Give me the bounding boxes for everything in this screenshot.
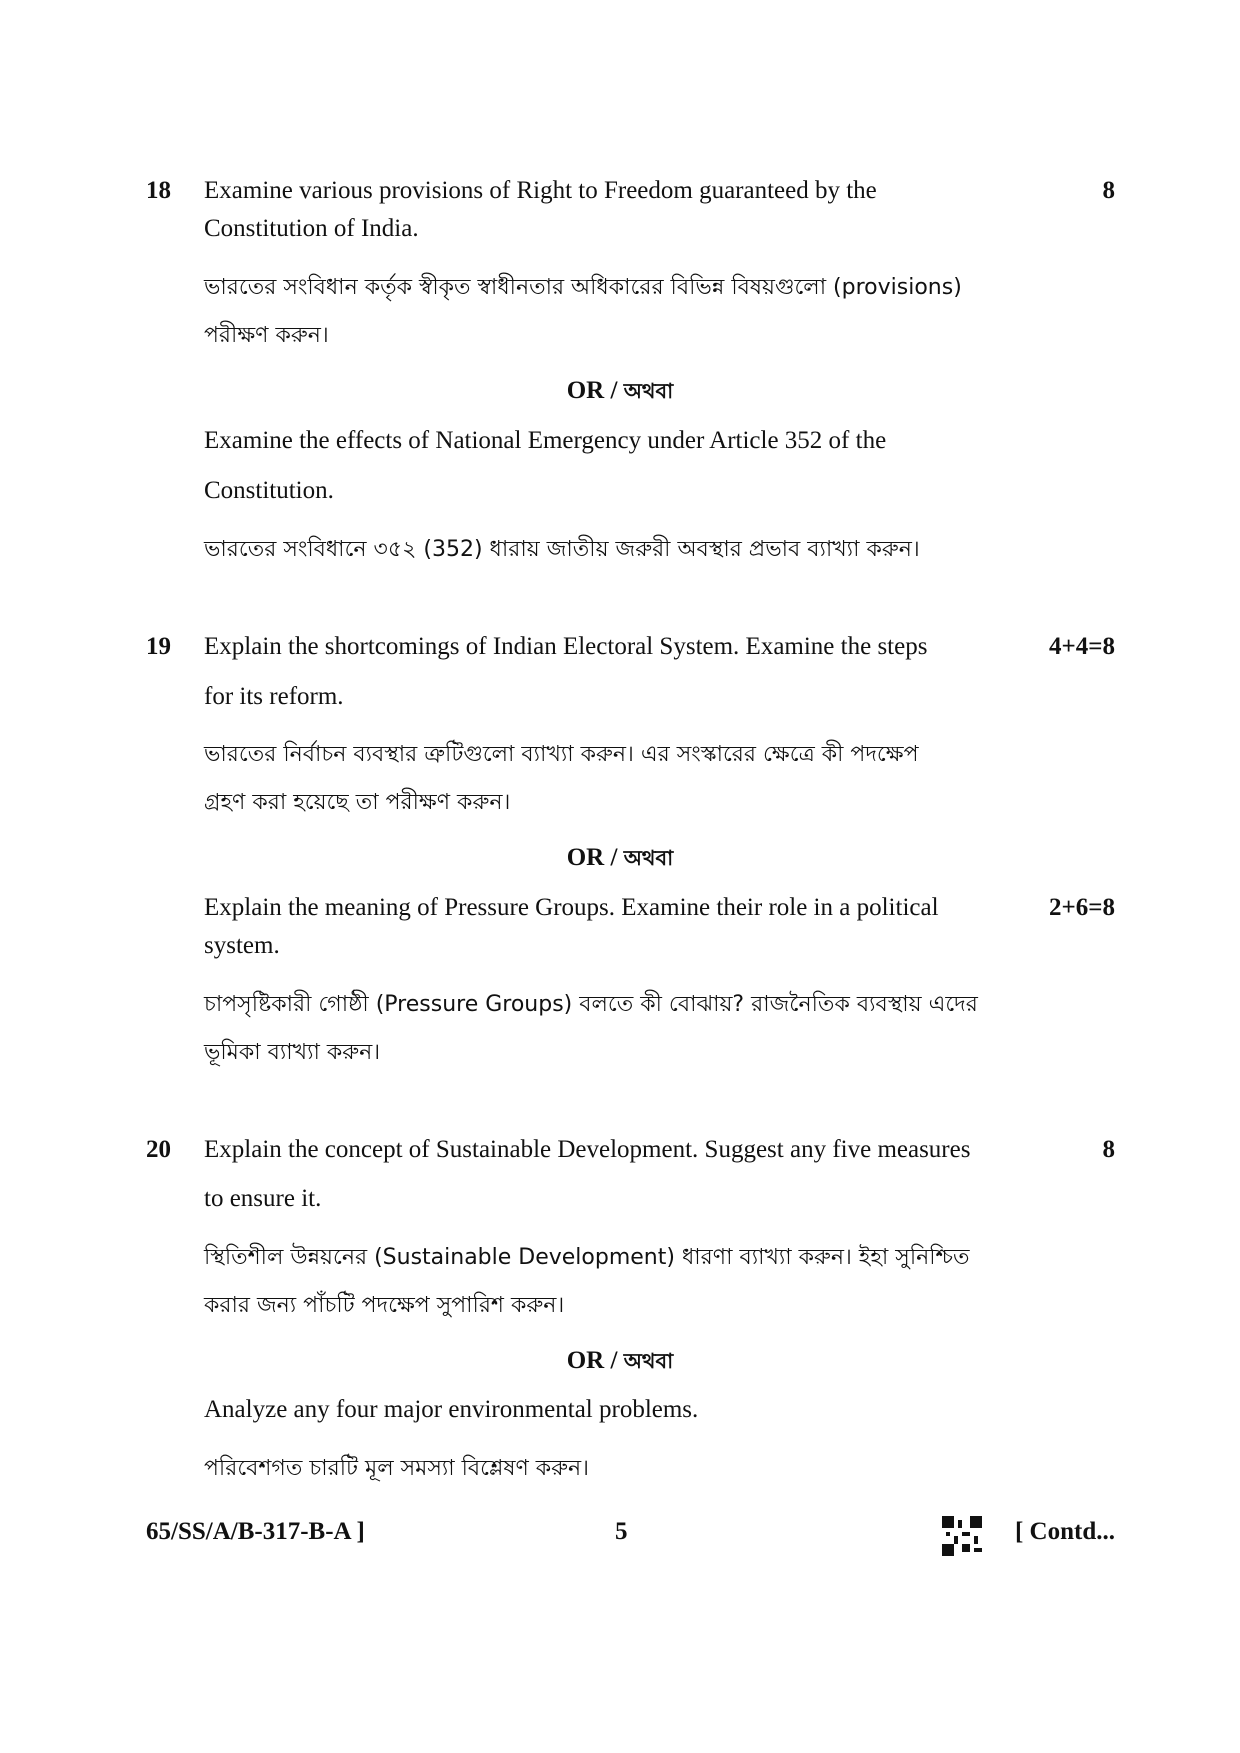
- or-separator: OR / অথবা: [566, 1347, 674, 1374]
- alternative-text-en: Analyze any four major environmental problems.: [204, 1396, 699, 1423]
- question-text-bn: পরীক্ষণ করুন।: [204, 323, 329, 348]
- question-number: 19: [146, 633, 171, 660]
- question-number: 20: [146, 1136, 171, 1163]
- alternative-text-en: Examine the effects of National Emergency under Article 352 of the: [204, 427, 887, 454]
- alternative-text-bn: ভারতের সংবিধানে ৩৫২ (352) ধারায় জাতীয় জরুরী অবস্থার প্রভাব ব্যাখ্যা করুন।: [204, 537, 920, 562]
- question-number: 18: [146, 177, 171, 204]
- question-text-en: to ensure it.: [204, 1185, 322, 1212]
- question-text-bn: ভারতের সংবিধান কর্তৃক স্বীকৃত স্বাধীনতার অধিকারের বিভিন্ন বিষয়গুলো (provisions): [204, 275, 962, 300]
- alternative-text-bn: পরিবেশগত চারটি মূল সমস্যা বিশ্লেষণ করুন।: [204, 1456, 590, 1481]
- question-marks: 8: [1102, 177, 1115, 204]
- question-text-en: Examine various provisions of Right to Freedom guaranteed by the: [204, 177, 877, 204]
- question-text-en: Constitution of India.: [204, 215, 419, 242]
- question-text-bn: গ্রহণ করা হয়েছে তা পরীক্ষণ করুন।: [204, 790, 511, 815]
- question-marks: 8: [1102, 1136, 1115, 1163]
- paper-code: 65/SS/A/B-317-B-A ]: [146, 1518, 365, 1545]
- alternative-text-en: system.: [204, 932, 280, 959]
- page-number: 5: [615, 1518, 628, 1545]
- or-separator: OR / অথবা: [566, 844, 674, 871]
- question-text-en: for its reform.: [204, 683, 344, 710]
- question-text-bn: করার জন্য পাঁচটি পদক্ষেপ সুপারিশ করুন।: [204, 1293, 565, 1318]
- alternative-text-bn: চাপসৃষ্টিকারী গোষ্ঠী (Pressure Groups) বলতে কী বোঝায়? রাজনৈতিক ব্যবস্থায় এদের: [204, 992, 978, 1017]
- alternative-marks: 2+6=8: [1049, 894, 1115, 921]
- question-text-bn: স্থিতিশীল উন্নয়নের (Sustainable Development) ধারণা ব্যাখ্যা করুন। ইহা সুনিশ্চিত: [204, 1245, 970, 1270]
- alternative-text-en: Constitution.: [204, 477, 334, 504]
- alternative-text-en: Explain the meaning of Pressure Groups. Examine their role in a political: [204, 894, 939, 921]
- qr-code-icon: [942, 1516, 982, 1556]
- question-marks: 4+4=8: [1049, 633, 1115, 660]
- or-separator: OR / অথবা: [566, 377, 674, 404]
- alternative-text-bn: ভূমিকা ব্যাখ্যা করুন।: [204, 1040, 381, 1065]
- question-text-bn: ভারতের নির্বাচন ব্যবস্থার ত্রুটিগুলো ব্যাখ্যা করুন। এর সংস্কারের ক্ষেত্রে কী পদক্ষেপ: [204, 742, 919, 767]
- continued-label: [ Contd...: [1014, 1518, 1115, 1545]
- question-text-en: Explain the shortcomings of Indian Electoral System. Examine the steps: [204, 633, 928, 660]
- question-text-en: Explain the concept of Sustainable Development. Suggest any five measures: [204, 1136, 971, 1163]
